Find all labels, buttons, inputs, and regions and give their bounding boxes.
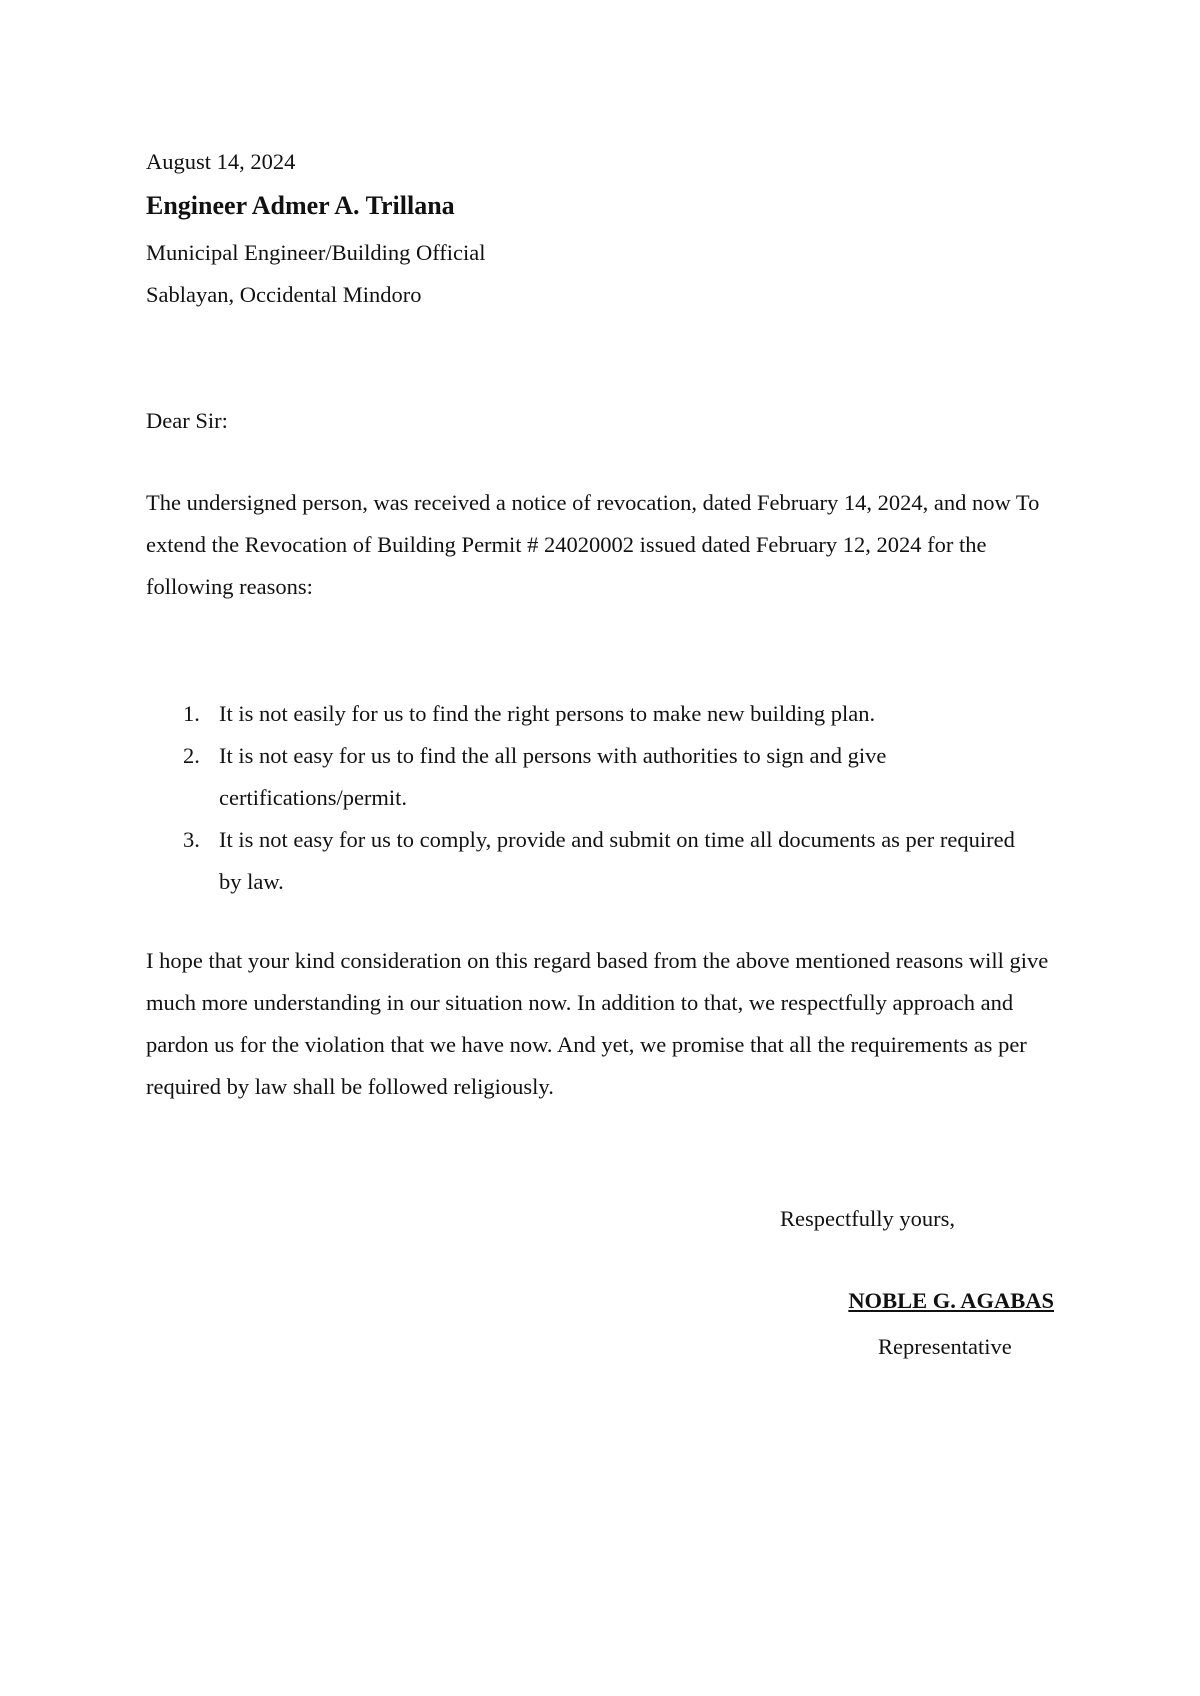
reason-item bbox=[146, 735, 1066, 819]
reason-item bbox=[146, 693, 1066, 735]
reason-number: 3. bbox=[183, 827, 200, 852]
closing-line: Respectfully yours, bbox=[780, 1206, 955, 1231]
body-paragraph-1: The undersigned person, was received a notice of revocation, dated February 14, 2024, and now To extend the Revocation of Building Permit # 24020002 issued dated February 12, 2024 for the following reasons: bbox=[146, 490, 1040, 599]
reason-text: It is not easily for us to find the right persons to make new building plan. bbox=[219, 701, 876, 726]
signatory-role: Representative bbox=[878, 1334, 1012, 1359]
recipient-location: Sablayan, Occidental Mindoro bbox=[146, 282, 422, 307]
reason-text: It is not easy for us to comply, provide and submit on time all documents as per required by law. bbox=[219, 827, 1015, 894]
recipient-title: Municipal Engineer/Building Official bbox=[146, 240, 486, 265]
reason-number: 2. bbox=[183, 743, 200, 768]
body-paragraph-2: I hope that your kind consideration on this regard based from the above mentioned reasons will give much more understanding in our situation now. In addition to that, we respectfully approach and pardon us for the violation that we have now. And yet, we promise that all the requirements as per required by law shall be followed religiously. bbox=[146, 948, 1049, 1099]
reason-number: 1. bbox=[183, 701, 200, 726]
letter-date: August 14, 2024 bbox=[146, 149, 296, 174]
reason-item bbox=[146, 819, 1066, 903]
recipient-name: Engineer Admer A. Trillana bbox=[146, 191, 455, 220]
salutation: Dear Sir: bbox=[146, 408, 228, 433]
reasons-list bbox=[146, 693, 1066, 903]
reason-text: It is not easy for us to find the all persons with authorities to sign and give certifications/permit. bbox=[219, 743, 887, 810]
signatory-name: NOBLE G. AGABAS bbox=[848, 1288, 1054, 1313]
